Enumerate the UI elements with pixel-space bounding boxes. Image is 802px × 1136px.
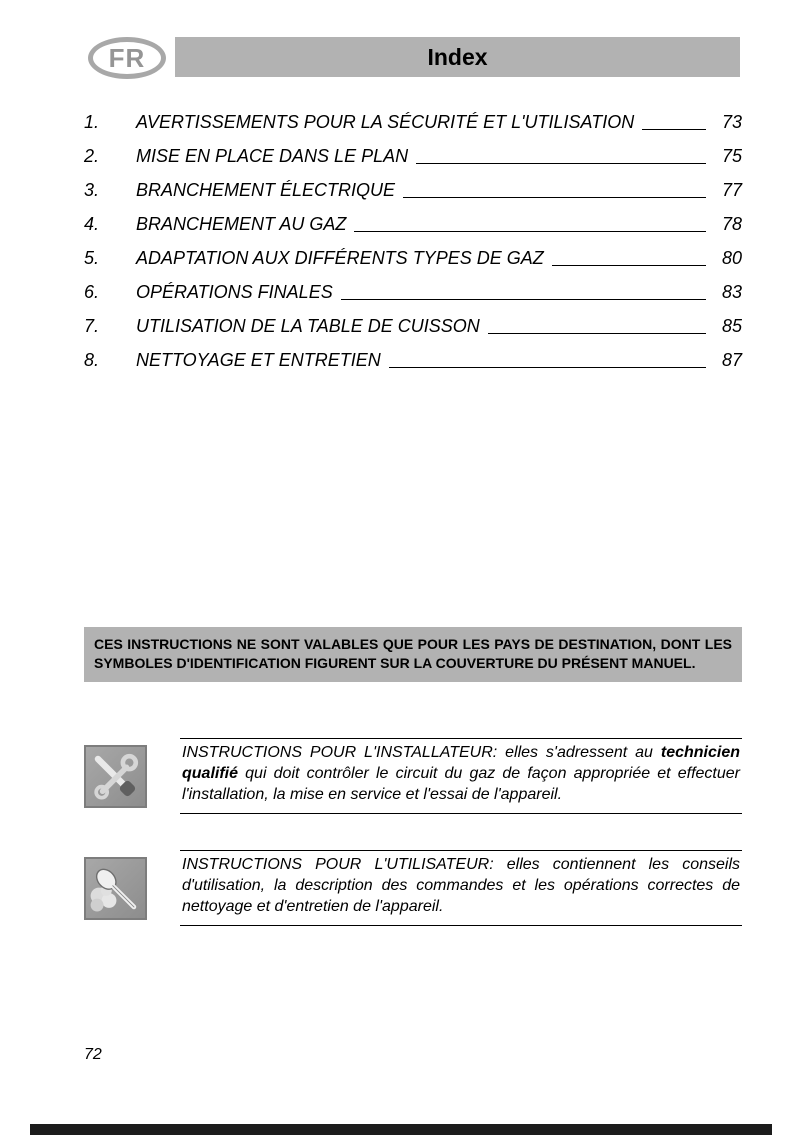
toc-item-title: NETTOYAGE ET ENTRETIEN bbox=[136, 350, 381, 370]
toc-item-number: 1. bbox=[84, 112, 100, 132]
spoon-icon bbox=[84, 857, 147, 920]
page-title: Index bbox=[427, 43, 488, 70]
dotted-leader bbox=[488, 333, 706, 334]
toc-item-title: MISE EN PLACE DANS LE PLAN bbox=[136, 146, 409, 166]
toc-item bbox=[84, 248, 742, 269]
toc-item-page: 78 bbox=[721, 214, 742, 234]
toc-item bbox=[84, 214, 742, 235]
toc-item-title: OPÉRATIONS FINALES bbox=[136, 282, 333, 302]
language-badge bbox=[88, 37, 166, 79]
toc-item-number: 4. bbox=[84, 214, 100, 234]
toc-item-title: ADAPTATION AUX DIFFÉRENTS TYPES DE GAZ bbox=[136, 248, 544, 268]
toc-item bbox=[84, 350, 742, 371]
page-header bbox=[175, 37, 740, 77]
installer-instructions-text bbox=[180, 738, 742, 814]
dotted-leader bbox=[416, 163, 706, 164]
toc-item-page: 80 bbox=[721, 248, 742, 268]
user-text: INSTRUCTIONS POUR L'UTILISATEUR: elles contiennent les conseils d'utilisation, la description des commandes et les opérations correctes de nettoyage et d'entretien de l'appareil. bbox=[182, 856, 740, 915]
installer-instructions bbox=[84, 738, 742, 814]
dotted-leader bbox=[389, 367, 706, 368]
dotted-leader bbox=[552, 265, 706, 266]
page-number: 72 bbox=[84, 1046, 102, 1063]
toc-item-title: BRANCHEMENT AU GAZ bbox=[136, 214, 347, 234]
toc-item-number: 3. bbox=[84, 180, 100, 200]
toc-item-title: UTILISATION DE LA TABLE DE CUISSON bbox=[136, 316, 480, 336]
toc-item-number: 7. bbox=[84, 316, 100, 336]
dotted-leader bbox=[403, 197, 706, 198]
toc-item bbox=[84, 180, 742, 201]
destination-notice-text: CES INSTRUCTIONS NE SONT VALABLES QUE POUR LES PAYS DE DESTINATION, DONT LES SYMBOLES D'IDENTIFICATION FIGURENT SUR LA COUVERTURE DU PRÉSENT MANUEL. bbox=[94, 636, 732, 671]
toc-item-number: 6. bbox=[84, 282, 100, 302]
toc-item-page: 85 bbox=[721, 316, 742, 336]
table-of-contents bbox=[84, 112, 742, 384]
toc-item-page: 77 bbox=[721, 180, 742, 200]
toc-item-title: BRANCHEMENT ÉLECTRIQUE bbox=[136, 180, 396, 200]
toc-item-page: 87 bbox=[721, 350, 742, 370]
toc-item-number: 8. bbox=[84, 350, 100, 370]
toc-item-page: 75 bbox=[721, 146, 742, 166]
toc-item-number: 5. bbox=[84, 248, 100, 268]
installer-text-bold: technicien qualifié bbox=[182, 744, 740, 782]
dotted-leader bbox=[354, 231, 706, 232]
toc-item bbox=[84, 282, 742, 303]
destination-notice bbox=[84, 627, 742, 682]
toc-item bbox=[84, 112, 742, 133]
toc-item-page: 83 bbox=[721, 282, 742, 302]
user-instructions bbox=[84, 850, 742, 926]
toc-item-title: AVERTISSEMENTS POUR LA SÉCURITÉ ET L'UTILISATION bbox=[136, 112, 635, 132]
installer-text-before: INSTRUCTIONS POUR L'INSTALLATEUR: elles s'adressent au bbox=[182, 744, 661, 761]
toc-item-number: 2. bbox=[84, 146, 100, 166]
language-badge-label: FR bbox=[108, 42, 146, 73]
toc-item bbox=[84, 146, 742, 167]
toc-item bbox=[84, 316, 742, 337]
dotted-leader bbox=[341, 299, 706, 300]
installer-text-after: qui doit contrôler le circuit du gaz de façon appropriée et effectuer l'installation, la mise en service et l'essai de l'appareil. bbox=[182, 765, 740, 803]
dotted-leader bbox=[642, 129, 706, 130]
footer-bar bbox=[30, 1124, 772, 1135]
tools-icon bbox=[84, 745, 147, 808]
toc-item-page: 73 bbox=[721, 112, 742, 132]
user-instructions-text bbox=[180, 850, 742, 926]
